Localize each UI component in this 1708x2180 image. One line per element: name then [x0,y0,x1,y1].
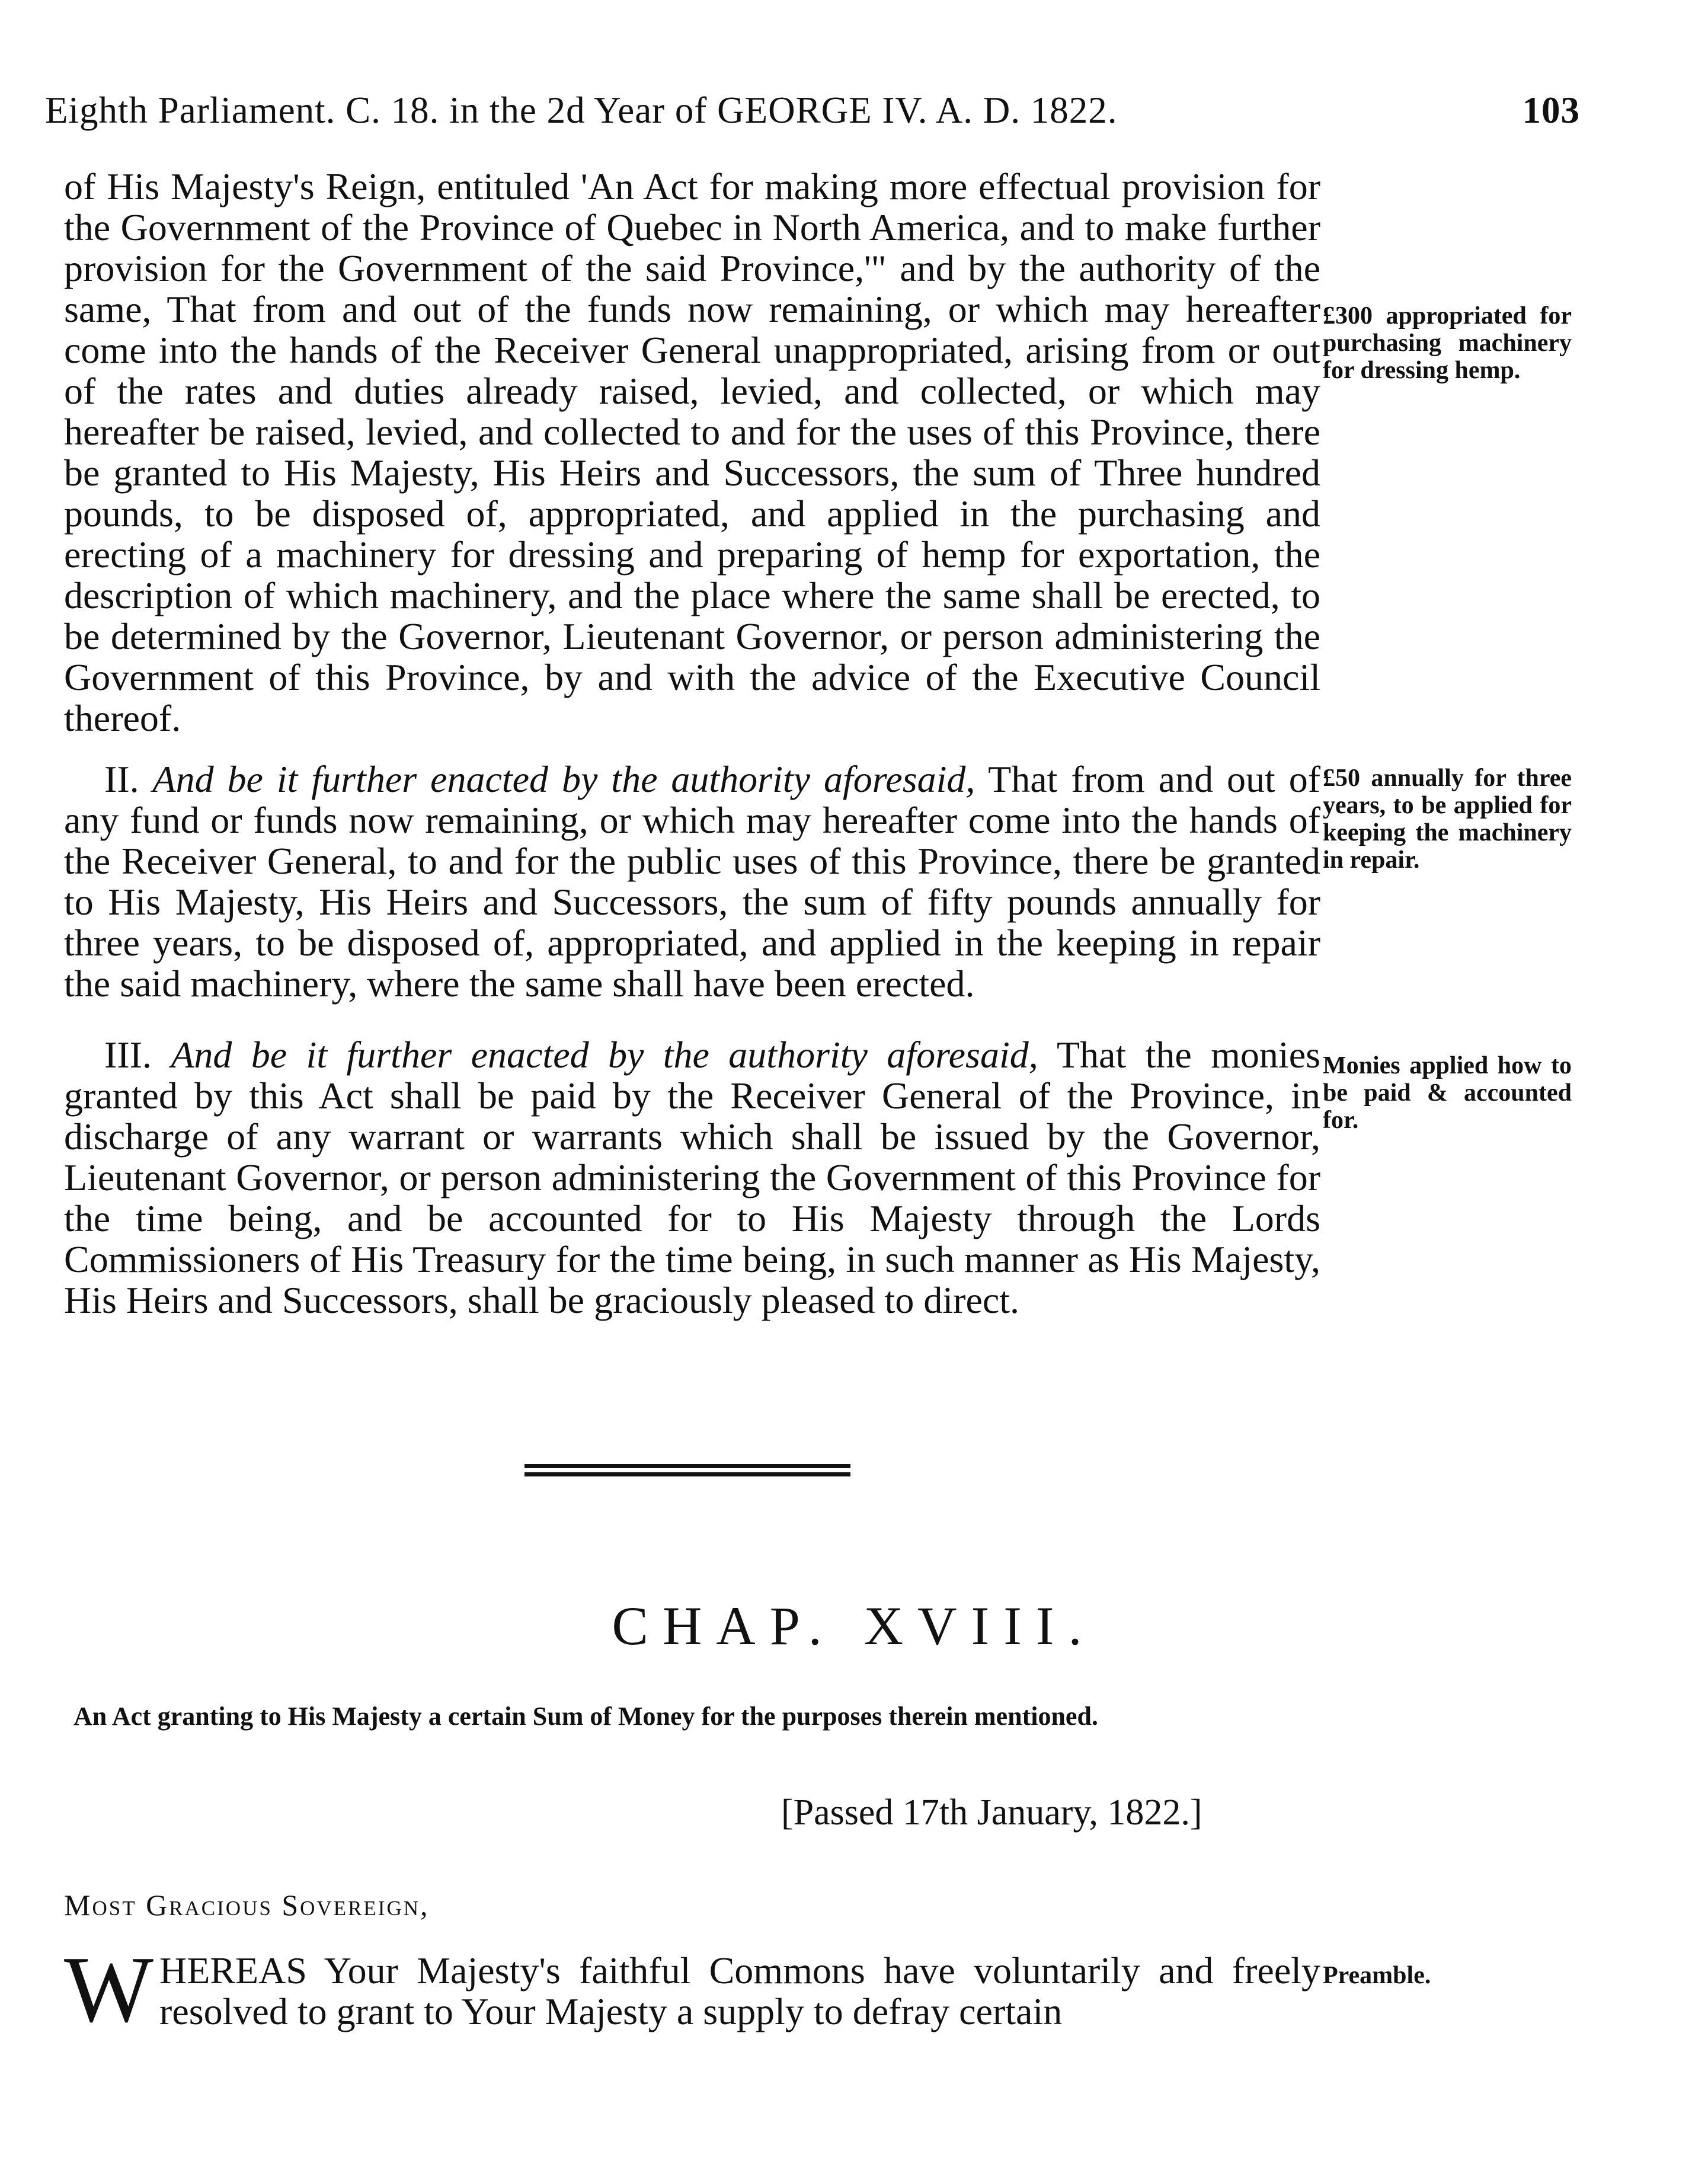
section-3-enacting-clause: And be it further enacted by the authority aforesaid, [171,1034,1038,1076]
margin-note-section-3: Monies applied how to be paid & accounted for. [1323,1052,1572,1134]
page-number: 103 [1522,89,1580,131]
section-3-paragraph [64,1034,1320,1321]
divider-rule-top [524,1464,850,1468]
running-head-title: Eighth Parliament. C. 18. in the 2d Year of GEORGE IV. A. D. 1822. [45,89,1118,131]
section-3-text: That the monies granted by this Act shall be paid by the Receiver General of the Province, in discharge of any warrant or warrants which shall be issued by the Governor, Lieutenant Governor, or person administering the Government of this Province for the time being, and be accounted for to His Majesty through the Lords Commissioners of His Treasury for the time being, in such manner as His Majesty, His Heirs and Successors, shall be graciously pleased to direct. [64,1034,1321,1321]
section-1-text: of His Majesty's Reign, entituled 'An Act for making more effectual provision for the Government of the Province of Quebec in North America, and to make further provision for the Government of the said Province,'" and by the authority of the same, That from and out of the funds now remaining, or which may hereafter come into the hands of the Receiver General unappropriated, arising from or out of the rates and duties already raised, levied, and collected, or which may hereafter be raised, levied, and collected to and for the uses of this Province, there be granted to His Majesty, His Heirs and Successors, the sum of Three hundred pounds, to be disposed of, appropriated, and applied in the purchasing and erecting of a machinery for dressing and preparing of hemp for exportation, the description of which machinery, and the place where the same shall be erected, to be determined by the Governor, Lieutenant Governor, or person administering the Government of this Province, by and with the advice of the Executive Council thereof. [64,165,1320,739]
passed-date: [Passed 17th January, 1822.] [781,1792,1202,1833]
margin-note-section-2: £50 annually for three years, to be applied for keeping the machinery in repair. [1323,765,1572,874]
drop-cap: W [64,1936,154,2042]
chapter-title: CHAP. XVIII. [612,1596,1096,1656]
salutation: Most Gracious Sovereign, [64,1888,430,1922]
section-2-enacting-clause: And be it further enacted by the authority aforesaid, [152,758,975,800]
margin-note-preamble: Preamble. [1323,1962,1431,1989]
section-2 [64,759,1320,1004]
section-2-number: II. [104,758,139,800]
running-head [45,89,1586,136]
preamble-text: HEREAS Your Majesty's faithful Commons have voluntarily and freely resolved to grant to Your Majesty a supply to defray certain [159,1949,1320,2032]
section-3-number: III. [104,1034,152,1076]
section-1-continuation [64,166,1320,739]
preamble [64,1936,1320,2042]
divider-rule-bottom [524,1472,850,1476]
act-title: An Act granting to His Majesty a certain Sum of Money for the purposes therein mentioned. [73,1702,1098,1731]
margin-note-section-1: £300 appropriated for purchasing machinery for dressing hemp. [1323,302,1572,384]
section-2-text: That from and out of any fund or funds now remaining, or which may hereafter come into the hands of the Receiver General, to and for the public uses of this Province, there be granted to His Majesty, His Heirs and Successors, the sum of fifty pounds annually for three years, to be disposed of, appropriated, and applied in the keeping in repair the said machinery, where the same shall have been erected. [64,758,1321,1005]
section-3 [64,1034,1320,1321]
section-2-paragraph [64,759,1320,1004]
